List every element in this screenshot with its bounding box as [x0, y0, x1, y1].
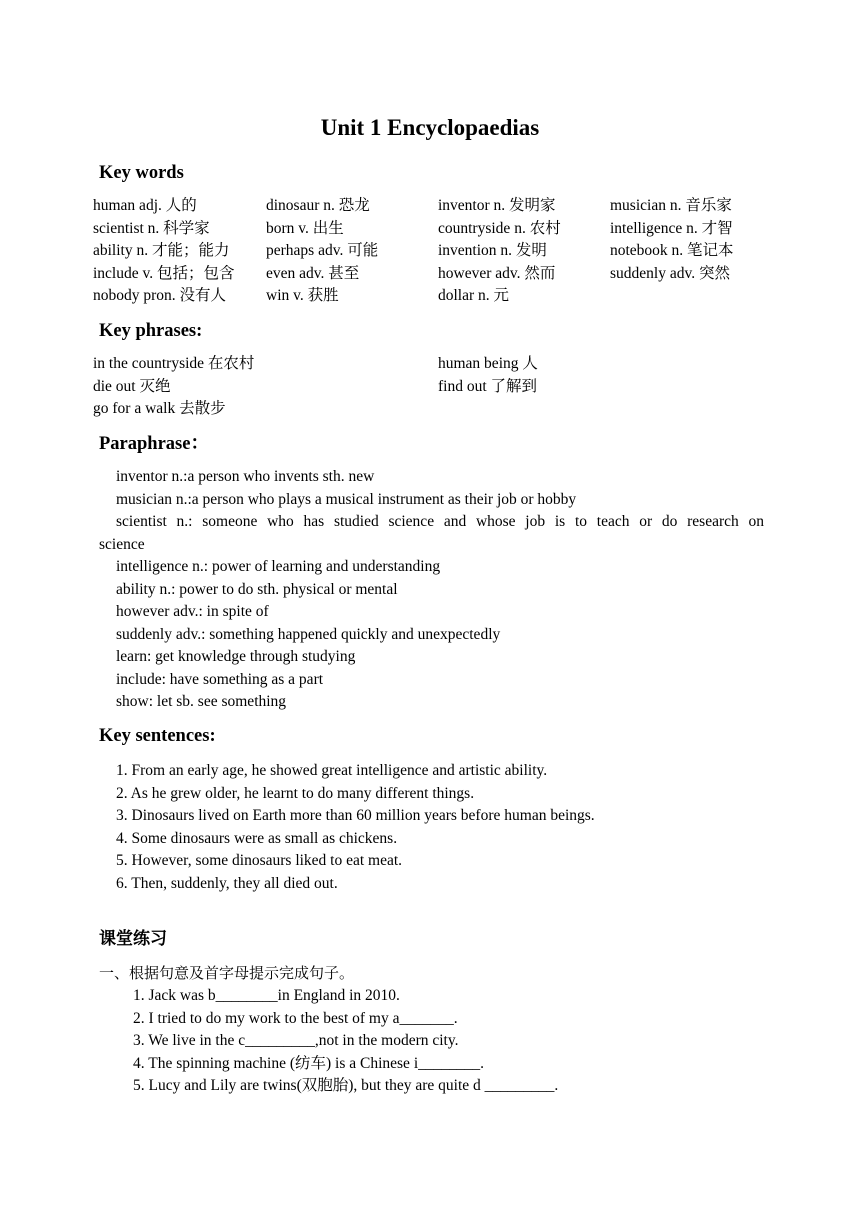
- paraphrase-item-continuation: science: [99, 535, 145, 553]
- exercise-item: 5. Lucy and Lily are twins(双胞胎), but they are quite d _________.: [133, 1077, 559, 1094]
- phrase-item: find out 了解到: [438, 377, 538, 395]
- sentence-item: 2. As he grew older, he learnt to do many different things.: [116, 784, 475, 802]
- key-words-heading: Key words: [99, 163, 184, 183]
- phrase-item: human being 人: [438, 355, 538, 372]
- key-phrases-column-1: [93, 353, 254, 421]
- paraphrase-item: scientist n.: someone who has studied science and whose job is to teach or do research on: [116, 513, 764, 530]
- paraphrase-item: show: let sb. see something: [116, 693, 287, 710]
- paraphrase-list: [99, 466, 764, 714]
- word-item: suddenly adv. 突然: [610, 264, 730, 282]
- word-item: include v. 包括；包含: [93, 264, 235, 282]
- word-item: ability n. 才能；能力: [93, 242, 230, 259]
- paraphrase-item: intelligence n.: power of learning and understanding: [116, 558, 441, 575]
- word-item: scientist n. 科学家: [93, 219, 210, 237]
- key-words-column-2: [266, 195, 441, 308]
- word-item: win v. 获胜: [266, 287, 339, 304]
- sentence-item: 4. Some dinosaurs were as small as chickens.: [116, 829, 398, 847]
- key-words-column-1: [93, 195, 268, 308]
- word-item: even adv. 甚至: [266, 264, 360, 282]
- word-item: dinosaur n. 恐龙: [266, 197, 370, 214]
- page-title: Unit 1 Encyclopaedias: [320, 115, 540, 140]
- phrase-item: die out 灭绝: [93, 377, 171, 395]
- key-sentences-list: [116, 760, 756, 895]
- word-item: born v. 出生: [266, 219, 344, 237]
- exercise-heading: 课堂练习: [99, 929, 167, 949]
- paraphrase-item: suddenly adv.: something happened quickly and unexpectedly: [116, 625, 501, 643]
- sentence-item: 6. Then, suddenly, they all died out.: [116, 874, 338, 892]
- key-phrases-column-2: [438, 353, 538, 398]
- key-phrases-heading: Key phrases:: [99, 321, 203, 341]
- paraphrase-item: inventor n.:a person who invents sth. new: [116, 468, 375, 485]
- paraphrase-item: ability n.: power to do sth. physical or mental: [116, 580, 398, 598]
- word-item: intelligence n. 才智: [610, 219, 733, 237]
- word-item: however adv. 然而: [438, 264, 556, 282]
- exercise-instruction: 一、根据句意及首字母提示完成句子。: [99, 964, 355, 982]
- key-sentences-heading: Key sentences:: [99, 726, 216, 746]
- key-words-column-3: [438, 195, 613, 308]
- paraphrase-item: learn: get knowledge through studying: [116, 648, 356, 665]
- word-item: invention n. 发明: [438, 242, 547, 259]
- phrase-item: in the countryside 在农村: [93, 355, 255, 372]
- sentence-item: 3. Dinosaurs lived on Earth more than 60 million years before human beings.: [116, 807, 595, 824]
- word-item: countryside n. 农村: [438, 219, 561, 237]
- word-item: human adj. 人的: [93, 197, 197, 214]
- exercise-item: 2. I tried to do my work to the best of my a_______.: [133, 1009, 458, 1027]
- sentence-item: 5. However, some dinosaurs liked to eat meat.: [116, 852, 403, 869]
- word-item: notebook n. 笔记本: [610, 242, 734, 259]
- paraphrase-item: however adv.: in spite of: [116, 603, 269, 620]
- word-item: musician n. 音乐家: [610, 197, 732, 214]
- paraphrase-item: include: have something as a part: [116, 670, 324, 688]
- word-item: nobody pron. 没有人: [93, 287, 227, 304]
- exercise-list: [133, 985, 773, 1098]
- key-words-column-4: [610, 195, 785, 285]
- exercise-item: 1. Jack was b________in England in 2010.: [133, 987, 400, 1004]
- phrase-item: go for a walk 去散步: [93, 400, 226, 417]
- word-item: perhaps adv. 可能: [266, 242, 379, 259]
- paraphrase-heading: Paraphrase：: [99, 434, 209, 454]
- exercise-item: 4. The spinning machine (纺车) is a Chinese i________.: [133, 1054, 484, 1072]
- exercise-item: 3. We live in the c_________,not in the modern city.: [133, 1032, 459, 1049]
- paraphrase-item: musician n.:a person who plays a musical instrument as their job or hobby: [116, 490, 577, 508]
- word-item: inventor n. 发明家: [438, 197, 556, 214]
- word-item: dollar n. 元: [438, 287, 510, 304]
- sentence-item: 1. From an early age, he showed great intelligence and artistic ability.: [116, 762, 548, 779]
